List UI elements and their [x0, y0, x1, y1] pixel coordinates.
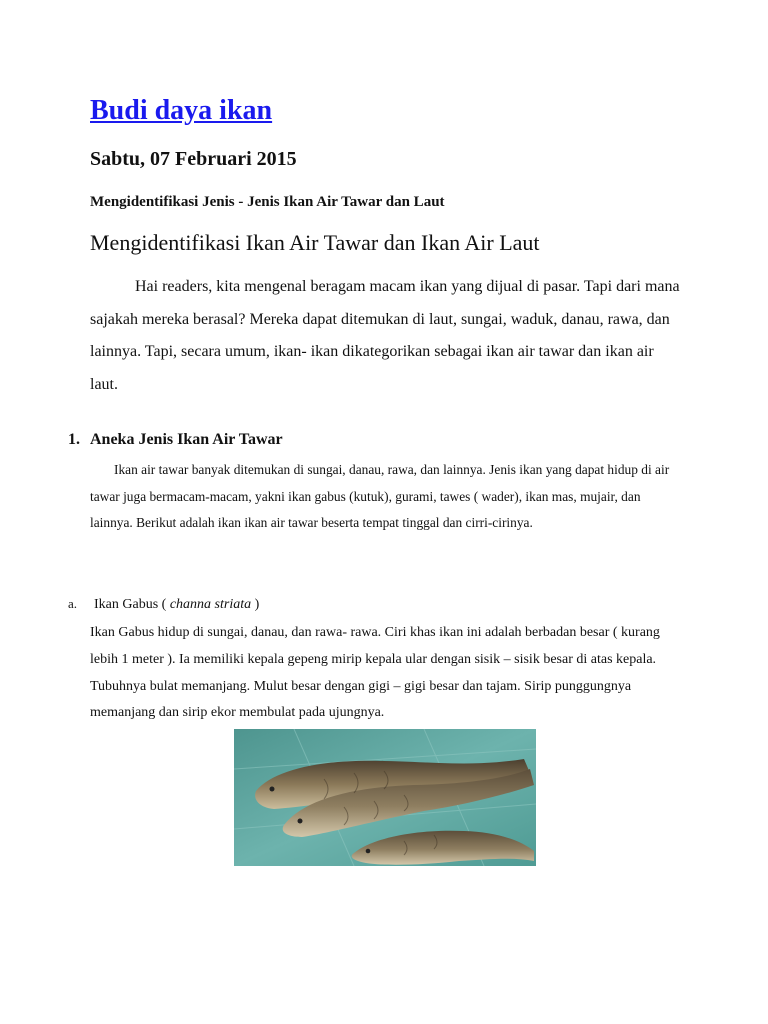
article-heading: Mengidentifikasi Ikan Air Tawar dan Ikan Air Laut: [90, 230, 540, 255]
section-heading-text: Aneka Jenis Ikan Air Tawar: [90, 431, 283, 448]
subsection-latin-name: channa striata: [169, 597, 252, 612]
section-heading-freshwater: [68, 428, 283, 452]
snakehead-fish-photo: [234, 729, 536, 866]
subsection-heading-gabus: [68, 594, 259, 615]
intro-paragraph: Hai readers, kita mengenal beragam macam ikan yang dijual di pasar. Tapi dari mana sajakah mereka berasal? Mereka dapat ditemukan di laut, sungai, waduk, danau, rawa, dan lainnya. Tapi, secara umum, ikan- ikan dikategorikan sebagai ikan air tawar dan ikan air laut.: [90, 278, 680, 393]
post-date: Sabtu, 07 Februari 2015: [90, 148, 297, 170]
blog-title-link[interactable]: Budi daya ikan: [90, 95, 273, 126]
subsection-letter: a.: [68, 596, 78, 611]
section-number: 1.: [68, 431, 80, 448]
subsection-name: Ikan Gabus (: [94, 597, 167, 612]
section-paragraph: Ikan air tawar banyak ditemukan di sungai, danau, rawa, dan lainnya. Jenis ikan yang dapat hidup di air tawar juga bermacam-macam, yakni ikan gabus (kutuk), gurami, tawes ( wader), ikan mas, mujair, dan lainnya. Berikut adalah ikan ikan air tawar beserta tempat tinggal dan cirri-cirinya.: [90, 462, 670, 531]
post-title: Mengidentifikasi Jenis - Jenis Ikan Air Tawar dan Laut: [90, 194, 445, 210]
subsection-close-paren: ): [254, 597, 260, 612]
subsection-paragraph: Ikan Gabus hidup di sungai, danau, dan rawa- rawa. Ciri khas ikan ini adalah berbadan besar ( kurang lebih 1 meter ). Ia memiliki kepala gepeng mirip kepala ular dengan sisik – sisik besar di atas kepala. Tubuhnya bulat memanjang. Mulut besar dengan gigi – gigi besar dan tajam. Sirip punggungnya memanjang dan sirip ekor membulat pada ujungnya.: [90, 625, 660, 721]
